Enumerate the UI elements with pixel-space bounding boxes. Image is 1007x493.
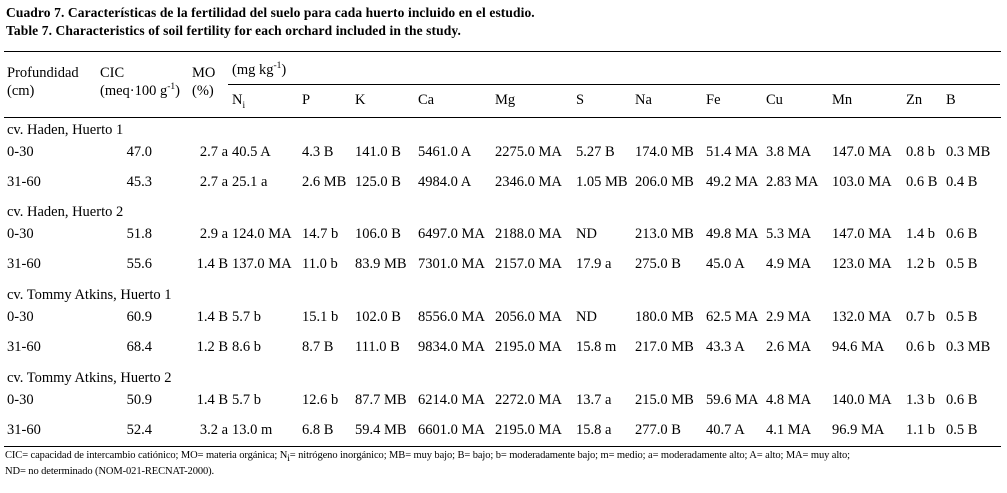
group-label: cv. Tommy Atkins, Huerto 2: [7, 370, 172, 386]
table-cell: 59.4 MB: [355, 422, 407, 438]
table-cell: 0.4 B: [946, 174, 978, 190]
table-cell: 0.3 MB: [946, 144, 991, 160]
table-cell: 123.0 MA: [832, 256, 892, 272]
table-cell: 102.0 B: [355, 309, 401, 325]
table-cell: 2056.0 MA: [495, 309, 562, 325]
header-profundidad: Profundidad: [7, 65, 79, 81]
table-cell: 25.1 a: [232, 174, 268, 190]
table-cell: 59.6 MA: [706, 392, 759, 408]
table-cell: 52.4: [126, 422, 152, 438]
table-cell: 0.3 MB: [946, 339, 991, 355]
depth-cell: 31-60: [7, 339, 41, 355]
table-cell: 124.0 MA: [232, 226, 292, 242]
table-cell: 174.0 MB: [635, 144, 694, 160]
table-cell: 206.0 MB: [635, 174, 694, 190]
table-cell: 0.6 B: [906, 174, 938, 190]
depth-cell: 31-60: [7, 174, 41, 190]
table-cell: 13.0 m: [232, 422, 273, 438]
col-header-k: K: [355, 92, 366, 108]
table-cell: 2.6 MB: [302, 174, 347, 190]
header-rule: [4, 117, 1001, 118]
table-cell: 50.9: [126, 392, 152, 408]
header-cic-unit: (meq·100 $g^{-1}$): [100, 82, 181, 99]
table-title-english: Table 7. Characteristics of soil fertility for each orchard included in the study.: [6, 23, 461, 38]
table-cell: 1.05 MB: [576, 174, 628, 190]
group-label: cv. Haden, Huerto 2: [7, 204, 124, 220]
table-cell: 15.8 m: [576, 339, 617, 355]
table-cell: 62.5 MA: [706, 309, 759, 325]
header-mo-unit: (%): [192, 83, 214, 99]
table-cell: 217.0 MB: [635, 339, 694, 355]
col-header-b: B: [946, 92, 956, 108]
table-cell: 17.9 a: [576, 256, 612, 272]
table-cell: 5461.0 A: [418, 144, 472, 160]
table-cell: 94.6 MA: [832, 339, 885, 355]
header-cic: CIC: [100, 65, 125, 81]
table-cell: 0.6 B: [946, 392, 978, 408]
table-cell: 9834.0 MA: [418, 339, 485, 355]
col-header-ni: $N_i$: [232, 92, 246, 111]
table-cell: 45.0 A: [706, 256, 745, 272]
table-cell: 7301.0 MA: [418, 256, 485, 272]
group-label: cv. Haden, Huerto 1: [7, 122, 124, 138]
table-cell: 87.7 MB: [355, 392, 407, 408]
table-cell: 4.9 MA: [766, 256, 812, 272]
table-cell: 11.0 b: [302, 256, 338, 272]
table-cell: 13.7 a: [576, 392, 612, 408]
footnote-nd: ND= no determinado (NOM-021-RECNAT-2000).: [5, 466, 215, 477]
table-cell: 8556.0 MA: [418, 309, 485, 325]
col-header-fe: Fe: [706, 92, 721, 108]
table-cell: ND: [576, 309, 597, 325]
table-cell: 4.1 MA: [766, 422, 812, 438]
group-label: cv. Tommy Atkins, Huerto 1: [7, 287, 172, 303]
table-cell: 141.0 B: [355, 144, 401, 160]
table-cell: 49.8 MA: [706, 226, 759, 242]
depth-cell: 0-30: [7, 392, 34, 408]
table-cell: 40.5 A: [232, 144, 271, 160]
table-cell: 47.0: [126, 144, 152, 160]
table-cell: 6601.0 MA: [418, 422, 485, 438]
col-header-p: P: [302, 92, 311, 108]
depth-cell: 31-60: [7, 422, 41, 438]
table-cell: 5.7 b: [232, 392, 261, 408]
table-cell: 12.6 b: [302, 392, 339, 408]
table-cell: 14.7 b: [302, 226, 339, 242]
table-cell: 147.0 MA: [832, 144, 892, 160]
col-header-cu: Cu: [766, 92, 783, 108]
table-cell: 1.3 b: [906, 392, 935, 408]
table-cell: 51.4 MA: [706, 144, 759, 160]
table-cell: 83.9 MB: [355, 256, 407, 272]
table-cell: 2.7 a: [199, 174, 228, 190]
table-cell: 15.8 a: [576, 422, 612, 438]
table-cell: 4.3 B: [302, 144, 334, 160]
table-cell: 0.6 b: [906, 339, 935, 355]
table-cell: 8.7 B: [302, 339, 334, 355]
table-cell: 45.3: [126, 174, 152, 190]
footnote-abbreviations: CIC= capacidad de intercambio catiónico; MO= materia orgánica; $N_i=$ nitrógeno inorgánico; MB= muy bajo; B= bajo; b= moderadamente bajo; m= medio; a= moderadamente alto; A= alto; MA= muy alto;: [5, 450, 850, 465]
table-cell: 60.9: [126, 309, 152, 325]
table-cell: 111.0 B: [355, 339, 400, 355]
bottom-rule: [4, 446, 1001, 447]
table-cell: 2.7 a: [199, 144, 228, 160]
table-title-spanish: Cuadro 7. Características de la fertilidad del suelo para cada huerto incluido en el estudio.: [6, 5, 535, 20]
table-cell: 0.5 B: [946, 309, 978, 325]
unit-underline: [228, 84, 1000, 85]
table-cell: 2272.0 MA: [495, 392, 562, 408]
table-cell: 8.6 b: [232, 339, 261, 355]
table-cell: 2.6 MA: [766, 339, 812, 355]
depth-cell: 31-60: [7, 256, 41, 272]
table-cell: 2346.0 MA: [495, 174, 562, 190]
table-cell: 51.8: [126, 226, 152, 242]
table-cell: 96.9 MA: [832, 422, 885, 438]
table-cell: 2195.0 MA: [495, 339, 562, 355]
table-cell: 2195.0 MA: [495, 422, 562, 438]
table-cell: 55.6: [126, 256, 152, 272]
table-cell: 103.0 MA: [832, 174, 892, 190]
col-header-na: Na: [635, 92, 652, 108]
table-cell: 277.0 B: [635, 422, 681, 438]
depth-cell: 0-30: [7, 144, 34, 160]
table-cell: 1.2 B: [196, 339, 228, 355]
table-cell: 147.0 MA: [832, 226, 892, 242]
table-cell: 49.2 MA: [706, 174, 759, 190]
table-cell: ND: [576, 226, 597, 242]
table-cell: 0.5 B: [946, 256, 978, 272]
header-unit-mg-kg: (mg $kg^{-1}$): [232, 61, 287, 78]
table-cell: 5.7 b: [232, 309, 261, 325]
col-header-mg: Mg: [495, 92, 516, 108]
table-cell: 0.7 b: [906, 309, 935, 325]
table-cell: 180.0 MB: [635, 309, 694, 325]
table-cell: 1.2 b: [906, 256, 935, 272]
table-cell: 2.9 MA: [766, 309, 812, 325]
table-cell: 4.8 MA: [766, 392, 812, 408]
col-header-s: S: [576, 92, 585, 108]
table-cell: 5.27 B: [576, 144, 615, 160]
table-cell: 3.2 a: [199, 422, 228, 438]
table-cell: 125.0 B: [355, 174, 401, 190]
table-cell: 215.0 MB: [635, 392, 694, 408]
table-cell: 6497.0 MA: [418, 226, 485, 242]
table-cell: 132.0 MA: [832, 309, 892, 325]
table-cell: 2.9 a: [199, 226, 228, 242]
table-cell: 2157.0 MA: [495, 256, 562, 272]
table-cell: 43.3 A: [706, 339, 745, 355]
table-cell: 6.8 B: [302, 422, 334, 438]
header-mo: MO: [192, 65, 216, 81]
header-profundidad-unit: (cm): [7, 83, 35, 99]
table-cell: 3.8 MA: [766, 144, 812, 160]
table-cell: 5.3 MA: [766, 226, 812, 242]
table-cell: 106.0 B: [355, 226, 401, 242]
table-cell: 2188.0 MA: [495, 226, 562, 242]
col-header-ca: Ca: [418, 92, 435, 108]
table-cell: 1.4 B: [196, 309, 228, 325]
table-cell: 140.0 MA: [832, 392, 892, 408]
table-cell: 15.1 b: [302, 309, 339, 325]
table-cell: 0.6 B: [946, 226, 978, 242]
table-cell: 0.5 B: [946, 422, 978, 438]
table-cell: 68.4: [126, 339, 152, 355]
col-header-mn: Mn: [832, 92, 853, 108]
table-cell: 1.1 b: [906, 422, 935, 438]
depth-cell: 0-30: [7, 226, 34, 242]
table-cell: 0.8 b: [906, 144, 935, 160]
table-cell: 1.4 B: [196, 256, 228, 272]
table-cell: 213.0 MB: [635, 226, 694, 242]
table-cell: 275.0 B: [635, 256, 681, 272]
table-cell: 1.4 b: [906, 226, 935, 242]
col-header-zn: Zn: [906, 92, 923, 108]
depth-cell: 0-30: [7, 309, 34, 325]
table-cell: 6214.0 MA: [418, 392, 485, 408]
table-cell: 2275.0 MA: [495, 144, 562, 160]
table-cell: 1.4 B: [196, 392, 228, 408]
table-cell: 40.7 A: [706, 422, 745, 438]
table-cell: 2.83 MA: [766, 174, 819, 190]
top-rule: [4, 51, 1001, 52]
table-cell: 137.0 MA: [232, 256, 292, 272]
table-cell: 4984.0 A: [418, 174, 472, 190]
